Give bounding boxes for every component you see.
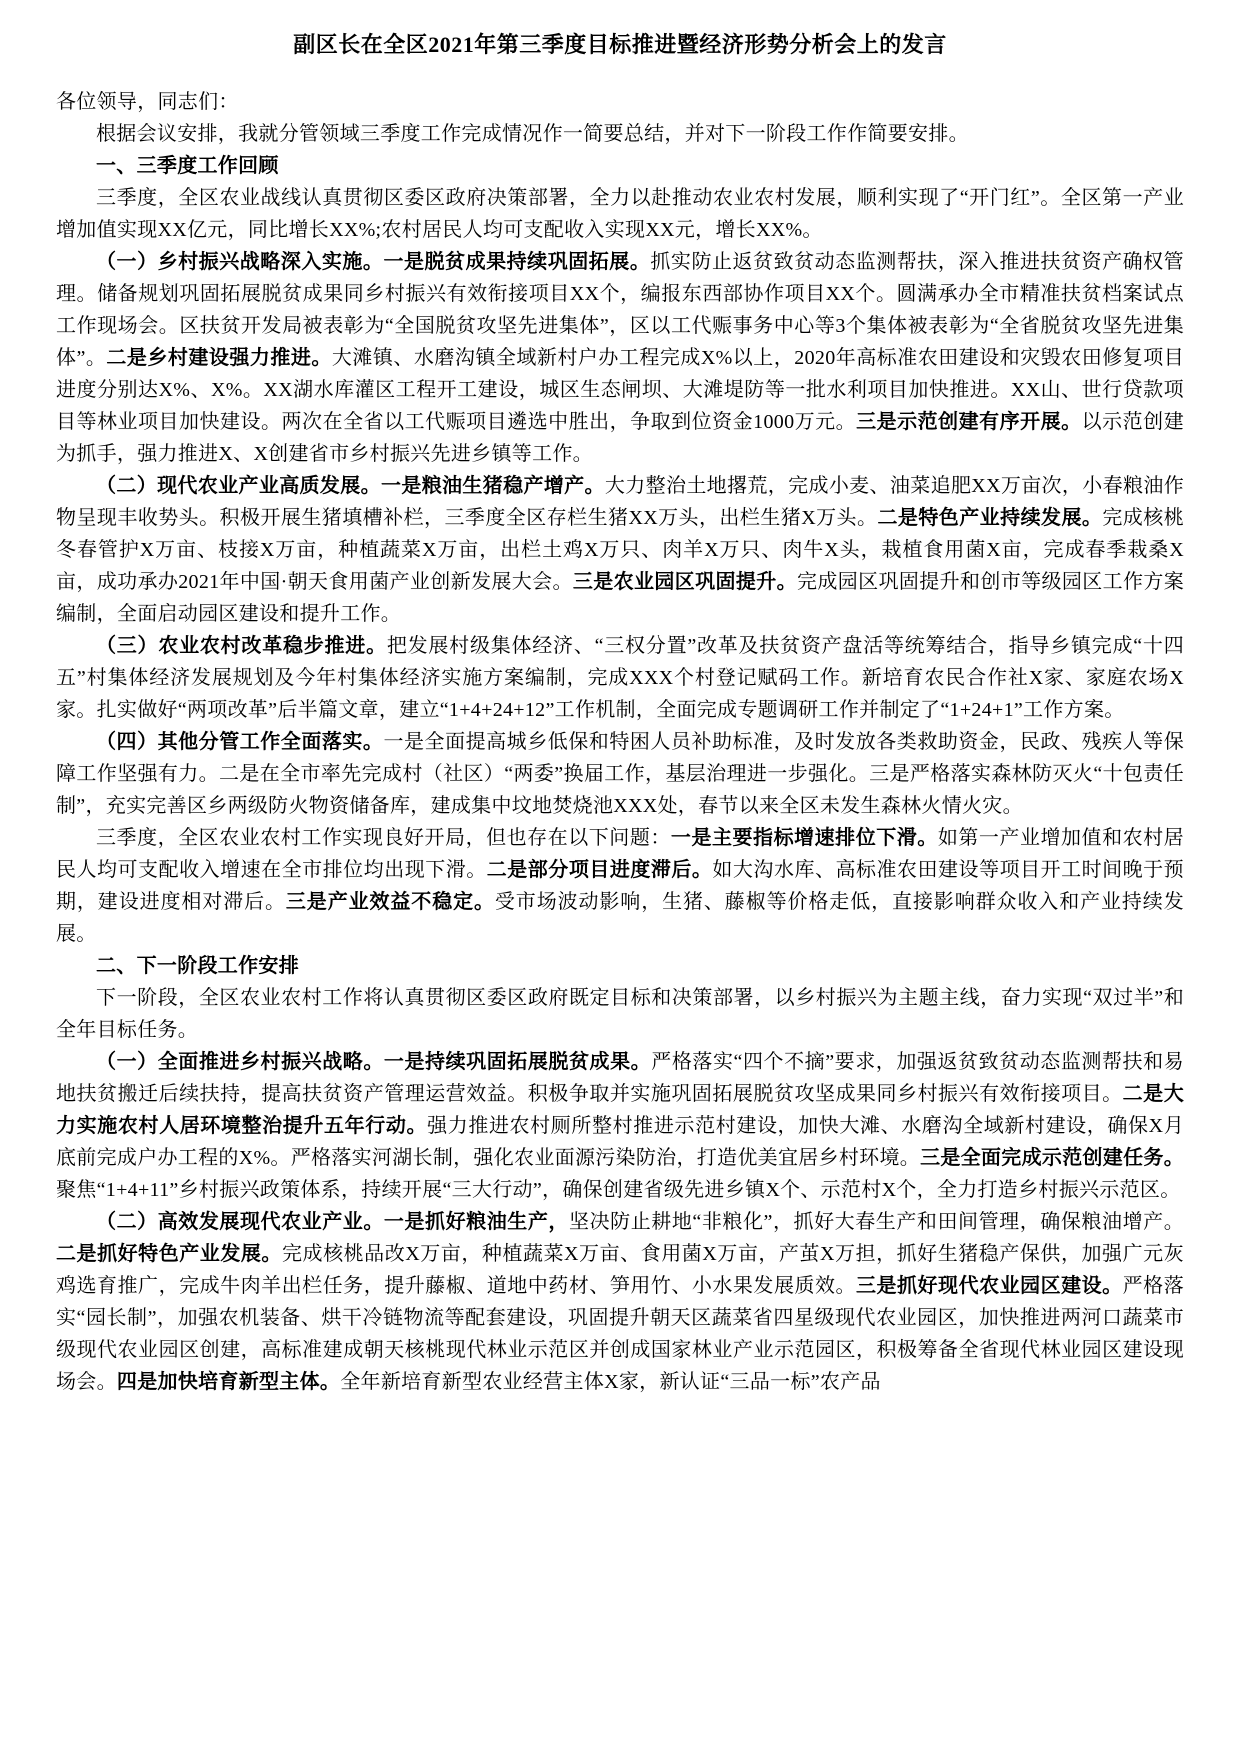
- paragraph: [56, 822, 1184, 950]
- emphasis-text: 二是部分项目进度滞后。: [486, 859, 713, 881]
- body-text: 根据会议安排，我就分管领域三季度工作完成情况作一简要总结，并对下一阶段工作作简要安排。: [96, 123, 969, 145]
- paragraph: [56, 182, 1184, 246]
- document-body: [56, 86, 1184, 1398]
- emphasis-text: 三是农业园区巩固提升。: [572, 571, 797, 593]
- emphasis-text: （三）农业农村改革稳步推进。: [96, 635, 387, 657]
- body-text: 强力推进农村厕所整村推进示范村建设，加快大滩、水磨沟全域新村建设，确保X月底前完成户办工程的X%。严格落实河湖长制，强化农业面源污染防治，打造优美宜居乡村环境。: [56, 1115, 1185, 1169]
- body-text: 完成园区巩固提升和创市等级园区工作方案编制，全面启动园区建设和提升工作。: [56, 571, 1184, 625]
- salutation: [56, 86, 1184, 118]
- body-text: 大滩镇、水磨沟镇全域新村户办工程完成X%以上，2020年高标准农田建设和灾毁农田修复项目进度分别达X%、X%。XX湖水库灌区工程开工建设，城区生态闸坝、大滩堤防等一批水利项目加快推进。XX山、世行贷款项目等林业项目加快建设。两次在全省以工代赈项目遴选中胜出，争取到位资金1000万元。: [56, 347, 1184, 433]
- section-heading: [56, 950, 1184, 982]
- body-text: 全年新培育新型农业经营主体X家，新认证“三品一标”农产品: [340, 1371, 881, 1393]
- emphasis-text: 一是抓好粮油生产，: [383, 1211, 569, 1233]
- paragraph: [56, 246, 1184, 470]
- emphasis-text: 三是抓好现代农业园区建设。: [856, 1275, 1123, 1297]
- body-text: 各位领导，同志们：: [56, 91, 239, 113]
- emphasis-text: 二是抓好特色产业发展。: [56, 1243, 282, 1265]
- emphasis-text: 二是大力实施农村人居环境整治提升五年行动。: [56, 1083, 1184, 1137]
- body-text: 把发展村级集体经济、“三权分置”改革及扶贫资产盘活等统筹结合，指导乡镇完成“十四五”村集体经济发展规划及今年村集体经济实施方案编制，完成XXX个村登记赋码工作。新培育农民合作社X家、家庭农场X家。扎实做好“两项改革”后半篇文章，建立“1+4+24+12”工作机制，全面完成专题调研工作并制定了“1+24+1”工作方案。: [56, 635, 1185, 721]
- body-text: 一是全面提高城乡低保和特困人员补助标准，及时发放各类救助资金，民政、残疾人等保障工作坚强有力。二是在全市率先完成村（社区）“两委”换届工作，基层治理进一步强化。三是严格落实森林防灭火“十包责任制”，充实完善区乡两级防火物资储备库，建成集中坟地焚烧池XXX处，春节以来全区未发生森林火情火灾。: [56, 731, 1185, 817]
- emphasis-text: （二）高效发展现代农业产业。: [96, 1211, 384, 1233]
- body-text: 受市场波动影响，生猪、藤椒等价格走低，直接影响群众收入和产业持续发展。: [56, 891, 1184, 945]
- body-text: 三季度，全区农业农村工作实现良好开局，但也存在以下问题：: [96, 827, 671, 849]
- emphasis-text: 一是粮油生猪稳产增产。: [380, 475, 605, 497]
- emphasis-text: （四）其他分管工作全面落实。: [96, 731, 384, 753]
- emphasis-text: 四是加快培育新型主体。: [116, 1371, 341, 1393]
- body-text: 聚焦“1+4+11”乡村振兴政策体系，持续开展“三大行动”，确保创建省级先进乡镇X个、示范村X个，全力打造乡村振兴示范区。: [56, 1179, 1181, 1201]
- section-heading: [56, 150, 1184, 182]
- body-text: 完成核桃冬春管护X万亩、枝接X万亩，种植蔬菜X万亩，出栏土鸡X万只、肉羊X万只、肉牛X头，栽植食用菌X亩，完成春季栽桑X亩，成功承办2021年中国·朝天食用菌产业创新发展大会。: [56, 507, 1184, 593]
- emphasis-text: 二、下一阶段工作安排: [96, 955, 299, 977]
- paragraph: [56, 1046, 1184, 1206]
- body-text: 严格落实“四个不摘”要求，加强返贫致贫动态监测帮扶和易地扶贫搬迁后续扶持，提高扶贫资产管理运营效益。积极争取并实施巩固拓展脱贫攻坚成果同乡村振兴有效衔接项目。: [56, 1051, 1184, 1105]
- body-text: 坚决防止耕地“非粮化”，抓好大春生产和田间管理，确保粮油增产。: [569, 1211, 1184, 1233]
- emphasis-text: 三是产业效益不稳定。: [285, 891, 495, 913]
- emphasis-text: 三是全面完成示范创建任务。: [920, 1147, 1184, 1169]
- body-text: 三季度，全区农业战线认真贯彻区委区政府决策部署，全力以赴推动农业农村发展，顺利实现了“开门红”。全区第一产业增加值实现XX亿元，同比增长XX%;农村居民人均可支配收入实现XX元，增长XX%。: [56, 187, 1184, 241]
- emphasis-text: 一是持续巩固拓展脱贫成果。: [383, 1051, 652, 1073]
- body-text: 如第一产业增加值和农村居民人均可支配收入增速在全市排位均出现下滑。: [56, 827, 1184, 881]
- emphasis-text: 一是脱贫成果持续巩固拓展。: [383, 251, 651, 273]
- emphasis-text: 二是乡村建设强力推进。: [106, 347, 332, 369]
- paragraph: [56, 982, 1184, 1046]
- body-text: 大力整治土地撂荒，完成小麦、油菜追肥XX万亩次，小春粮油作物呈现丰收势头。积极开展生猪填槽补栏，三季度全区存栏生猪XX万头，出栏生猪X万头。: [56, 475, 1184, 529]
- emphasis-text: 三是示范创建有序开展。: [856, 411, 1082, 433]
- emphasis-text: （一）乡村振兴战略深入实施。: [96, 251, 384, 273]
- body-text: 完成核桃品改X万亩，种植蔬菜X万亩、食用菌X万亩，产茧X万担，抓好生猪稳产保供，加强广元灰鸡选育推广，完成牛肉羊出栏任务，提升藤椒、道地中药材、笋用竹、小水果发展质效。: [56, 1243, 1184, 1297]
- emphasis-text: （二）现代农业产业高质发展。: [96, 475, 381, 497]
- emphasis-text: 二是特色产业持续发展。: [877, 507, 1103, 529]
- document-title: 副区长在全区2021年第三季度目标推进暨经济形势分析会上的发言: [293, 32, 947, 57]
- paragraph: [56, 470, 1184, 630]
- paragraph: [56, 118, 1184, 150]
- paragraph: [56, 630, 1184, 726]
- body-text: 严格落实“园长制”，加强农机装备、烘干冷链物流等配套建设，巩固提升朝天区蔬菜省四星级现代农业园区，加快推进两河口蔬菜市级现代农业园区创建，高标准建成朝天核桃现代林业示范区并创成国家林业产业示范园区，积极筹备全省现代林业园区建设现场会。: [56, 1275, 1184, 1393]
- paragraph: [56, 1206, 1184, 1398]
- emphasis-text: （一）全面推进乡村振兴战略。: [96, 1051, 384, 1073]
- emphasis-text: 一是主要指标增速排位下滑。: [670, 827, 938, 849]
- body-text: 抓实防止返贫致贫动态监测帮扶，深入推进扶贫资产确权管理。储备规划巩固拓展脱贫成果同乡村振兴有效衔接项目XX个，编报东西部协作项目XX个。圆满承办全市精准扶贫档案试点工作现场会。区扶贫开发局被表彰为“全国脱贫攻坚先进集体”，区以工代赈事务中心等3个集体被表彰为“全省脱贫攻坚先进集体”。: [56, 251, 1184, 369]
- body-text: 下一阶段，全区农业农村工作将认真贯彻区委区政府既定目标和决策部署，以乡村振兴为主题主线，奋力实现“双过半”和全年目标任务。: [56, 987, 1184, 1041]
- body-text: 如大沟水库、高标准农田建设等项目开工时间晚于预期，建设进度相对滞后。: [56, 859, 1184, 913]
- body-text: 以示范创建为抓手，强力推进X、X创建省市乡村振兴先进乡镇等工作。: [56, 411, 1184, 465]
- paragraph: [56, 726, 1184, 822]
- emphasis-text: 一、三季度工作回顾: [96, 155, 279, 177]
